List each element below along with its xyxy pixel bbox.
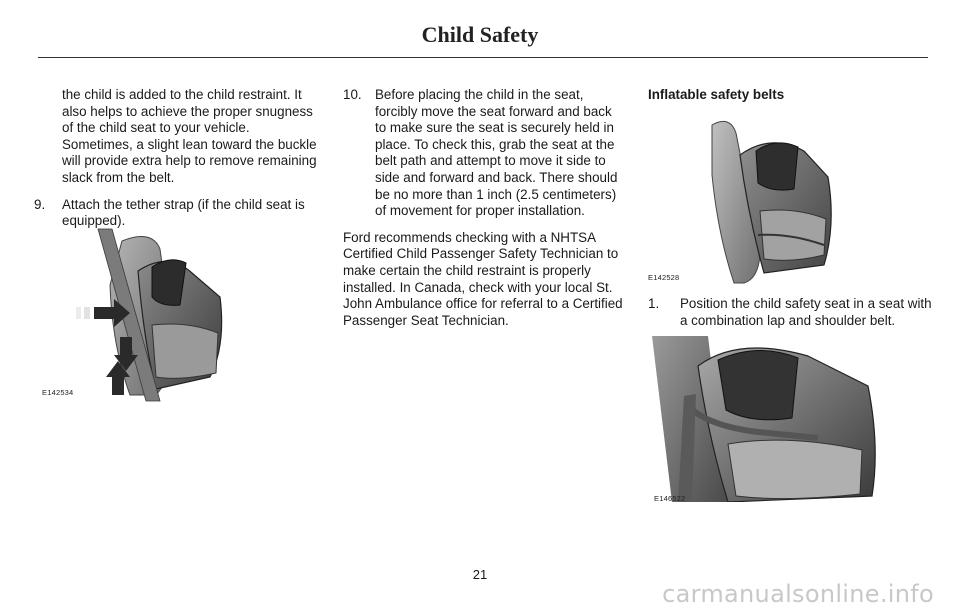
figure-code-e142528: E142528 xyxy=(648,273,680,282)
step-10-text: Before placing the child in the seat, forcibly move the seat forward and back to make sure the seat is securely held in place. To check this, grab the seat at the belt path and attempt to move it side to side and forward and back. There should be no more than 1 inch (2.5 centimeters) of movement for proper installation. xyxy=(375,87,618,219)
step-9-text: Attach the tether strap (if the child seat is equipped). xyxy=(62,196,305,229)
column-3 xyxy=(648,87,933,104)
step-1 xyxy=(648,296,933,329)
watermark: carmanualsonline.info xyxy=(662,580,934,608)
inflatable-belt-figure xyxy=(700,115,845,285)
step-10-number: 10. xyxy=(343,87,362,102)
ford-recommendation-paragraph: Ford recommends checking with a NHTSA Certified Child Passenger Safety Technician to make certain the child restraint is properly installed. In Canada, check with your local St. John Ambulance office for referral to a Certified Passenger Seat Technician. xyxy=(343,229,623,328)
combination-belt-figure xyxy=(648,336,878,502)
column-2 xyxy=(343,87,625,339)
figure-code-e146522: E146522 xyxy=(654,494,686,503)
figure-code-e142534: E142534 xyxy=(42,388,74,397)
step-1-number: 1. xyxy=(648,296,660,311)
step-9-number: 9. xyxy=(34,196,46,212)
page-title: Child Safety xyxy=(421,22,539,47)
step-10 xyxy=(343,87,625,220)
title-divider xyxy=(38,57,928,58)
column-3-steps xyxy=(648,296,933,339)
step-1-text: Position the child safety seat in a seat with a combination lap and shoulder belt. xyxy=(680,296,932,328)
tether-strap-figure xyxy=(60,225,240,405)
continuation-paragraph: the child is added to the child restraint. It also helps to achieve the proper snugness of the child seat to your vehicle. Sometimes, a slight lean toward the buckle will provide extra help to remove remaining slack from the belt. xyxy=(62,87,317,185)
column-1 xyxy=(34,87,319,240)
section-heading: Inflatable safety belts xyxy=(648,87,785,102)
page-number: 21 xyxy=(472,567,488,582)
